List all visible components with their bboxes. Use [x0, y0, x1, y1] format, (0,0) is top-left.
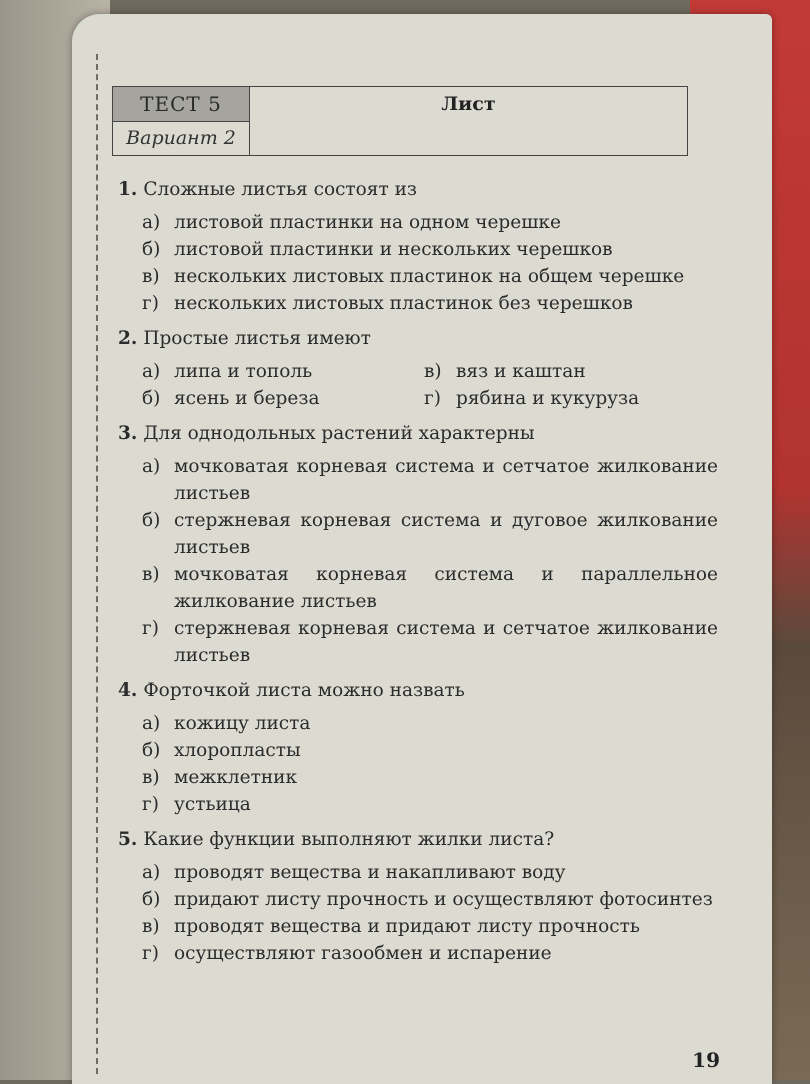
- test-number: ТЕСТ 5: [113, 87, 249, 121]
- question-text: Форточкой листа можно назвать: [143, 680, 465, 701]
- question-2: [118, 325, 718, 412]
- answer-option: а) мочковатая корневая система и сетчатое жилкование листьев: [142, 456, 718, 504]
- answer-option: а) листовой пластинки на одном черешке: [142, 212, 561, 233]
- answer-option: в) проводят вещества и придают листу прочность: [142, 916, 640, 937]
- answer-option: б) хлоропласты: [142, 740, 301, 761]
- test-info-cell: [113, 87, 250, 155]
- question-4: [118, 677, 718, 818]
- question-number: 1.: [118, 179, 138, 200]
- question-1: [118, 176, 718, 317]
- test-header: [112, 86, 688, 156]
- answer-option: б) стержневая корневая система и дуговое жилкование листьев: [142, 510, 718, 558]
- cut-line: [96, 54, 98, 1074]
- question-text: Для однодольных растений характерны: [143, 423, 535, 444]
- topic-title: Лист: [441, 93, 496, 115]
- answer-option: б) ясень и береза: [142, 388, 320, 409]
- answer-option: г) стержневая корневая система и сетчатое жилкование листьев: [142, 618, 718, 666]
- questions-list: [118, 176, 718, 975]
- answer-option: г) нескольких листовых пластинок без черешков: [142, 293, 633, 314]
- question-number: 5.: [118, 829, 138, 850]
- answer-option: а) проводят вещества и накапливают воду: [142, 862, 566, 883]
- book-page: [72, 14, 772, 1084]
- answer-option: г) рябина и кукуруза: [424, 388, 640, 409]
- question-number: 2.: [118, 328, 138, 349]
- answer-option: г) устьица: [142, 794, 251, 815]
- question-number: 4.: [118, 680, 138, 701]
- page-number: 19: [692, 1048, 720, 1072]
- answer-option: а) липа и тополь: [142, 361, 313, 382]
- answer-option: б) придают листу прочность и осуществляют фотосинтез: [142, 889, 713, 910]
- answer-option: г) осуществляют газообмен и испарение: [142, 943, 552, 964]
- answer-option: в) межклетник: [142, 767, 298, 788]
- answer-option: в) мочковатая корневая система и параллельное жилкование листьев: [142, 564, 718, 612]
- question-3: [118, 420, 718, 669]
- question-text: Сложные листья состоят из: [143, 179, 418, 200]
- answer-option: в) вяз и каштан: [424, 361, 586, 382]
- answer-option: в) нескольких листовых пластинок на общем черешке: [142, 266, 685, 287]
- answer-option: а) кожицу листа: [142, 713, 311, 734]
- answer-option: б) листовой пластинки и нескольких черешков: [142, 239, 613, 260]
- question-number: 3.: [118, 423, 138, 444]
- question-5: [118, 826, 718, 967]
- question-text: Простые листья имеют: [143, 328, 371, 349]
- variant-label: Вариант 2: [113, 121, 249, 156]
- question-text: Какие функции выполняют жилки листа?: [143, 829, 555, 850]
